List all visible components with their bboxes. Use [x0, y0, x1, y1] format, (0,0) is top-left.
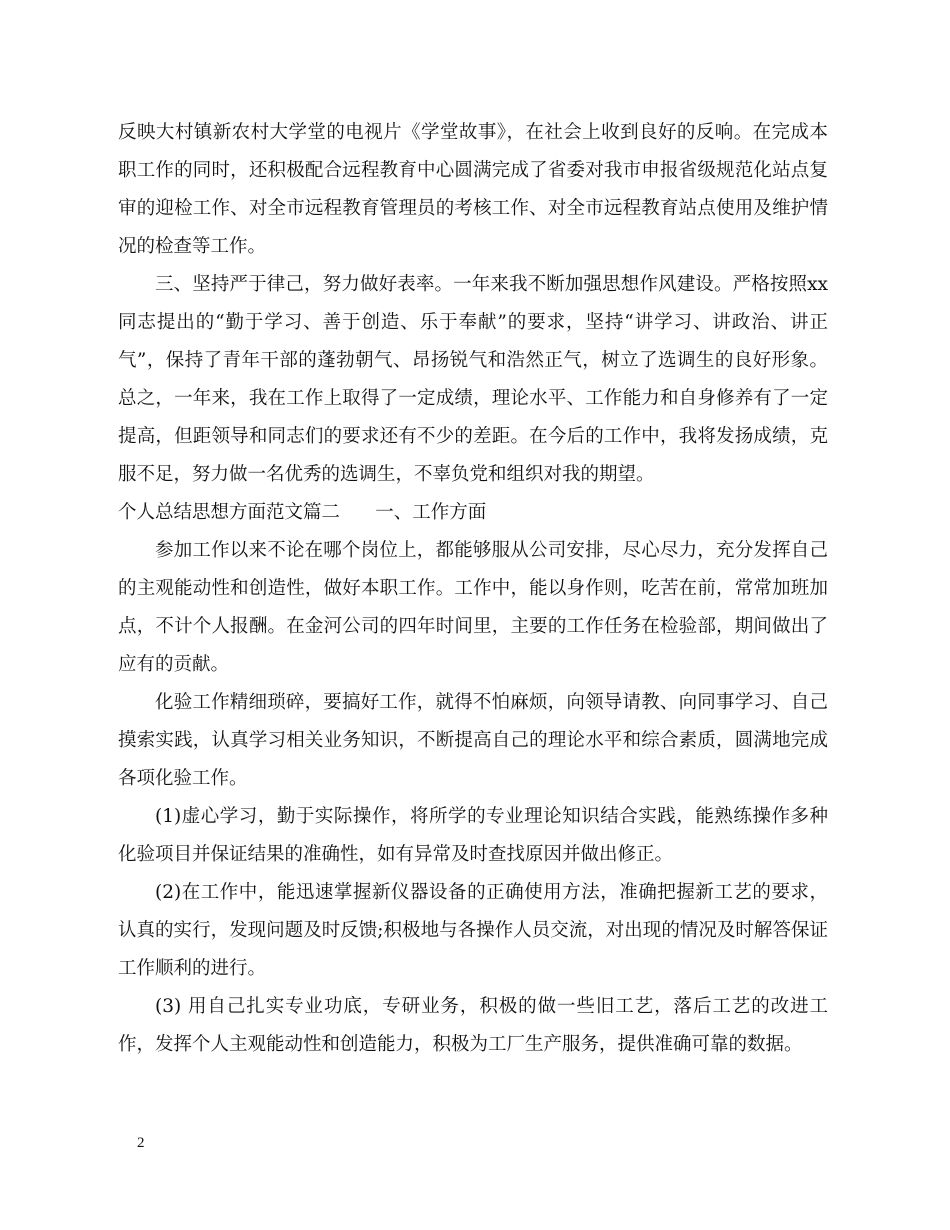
paragraph-item-3: (3) 用自己扎实专业功底，专研业务，积极的做一些旧工艺，落后工艺的改进工作，发挥个人主观能动性和创造能力，积极为工厂生产服务，提供准确可靠的数据。	[118, 996, 828, 1055]
paragraph-lab-work: 化验工作精细琐碎，要搞好工作，就得不怕麻烦，向领导请教、向同事学习、自己摸索实践，认真学习相关业务知识，不断提高自己的理论水平和综合素质，圆满地完成各项化验工作。	[118, 692, 828, 789]
paragraph-self-discipline: 三、坚持严于律己，努力做好表率。一年来我不断加强思想作风建设。严格按照xx同志提出的“勤于学习、善于创造、乐于奉献”的要求，坚持“讲学习、讲政治、讲正气”，保持了青年干部的蓬勃朝气、昂扬锐气和浩然正气，树立了选调生的良好形象。总之，一年来，我在工作上取得了一定成绩，理论水平、工作能力和自身修养有了一定提高，但距领导和同志们的要求还有不少的差距。在今后的工作中，我将发扬成绩，克服不足，努力做一名优秀的选调生，不辜负党和组织对我的期望。	[118, 274, 828, 485]
paragraph-item-1: (1)虚心学习，勤于实际操作，将所学的专业理论知识结合实践，能熟练操作多种化验项目并保证结果的准确性，如有异常及时查找原因并做出修正。	[118, 806, 828, 865]
page-number: 2	[137, 1135, 145, 1151]
paragraph-continuation: 反映大村镇新农村大学堂的电视片《学堂故事》，在社会上收到良好的反响。在完成本职工作的同时，还积极配合远程教育中心圆满完成了省委对我市申报省级规范化站点复审的迎检工作、对全市远程教育管理员的考核工作、对全市远程教育站点使用及维护情况的检查等工作。	[118, 122, 828, 257]
paragraph-item-2: (2)在工作中，能迅速掌握新仪器设备的正确使用方法，准确把握新工艺的要求，认真的实行，发现问题及时反馈;积极地与各操作人员交流，对出现的情况及时解答保证工作顺利的进行。	[118, 882, 828, 979]
section-heading: 个人总结思想方面范文篇二 一、工作方面	[118, 502, 487, 523]
body-text	[118, 114, 828, 1064]
paragraph-work-attitude: 参加工作以来不论在哪个岗位上，都能够服从公司安排，尽心尽力，充分发挥自己的主观能动性和创造性，做好本职工作。工作中，能以身作则，吃苦在前，常常加班加点，不计个人报酬。在金河公司的四年时间里，主要的工作任务在检验部，期间做出了应有的贡献。	[118, 540, 828, 675]
